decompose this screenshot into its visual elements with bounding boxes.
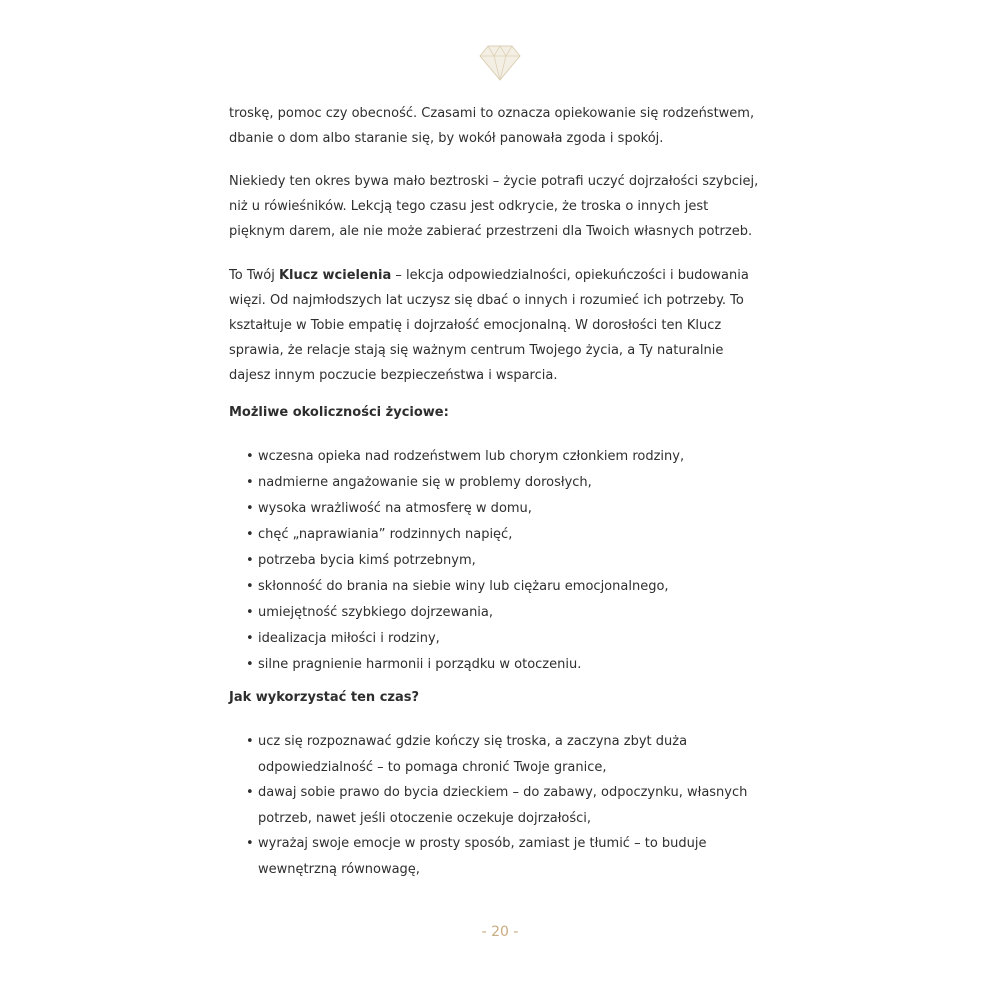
text-line: dajesz innym poczucie bezpieczeństwa i wsparcia. — [229, 368, 558, 383]
section-heading-1: Możliwe okoliczności życiowe: — [229, 405, 449, 420]
list-item — [246, 806, 747, 832]
list-item — [246, 444, 684, 470]
list-item-text: wewnętrzną równowagę, — [258, 861, 420, 877]
list-item — [246, 626, 684, 652]
list-item — [246, 755, 747, 781]
text-line: sprawia, że relacje stają się ważnym centrum Twojego życia, a Ty naturalnie — [229, 343, 724, 358]
bullet-icon: • — [246, 734, 254, 749]
diamond-icon — [478, 42, 522, 82]
list-item — [246, 470, 684, 496]
text-line — [229, 263, 749, 288]
list-item-text: nadmierne angażowanie się w problemy dorosłych, — [258, 475, 592, 490]
text-line: Niekiedy ten okres bywa mało beztroski – życie potrafi uczyć dojrzałości szybciej, — [229, 174, 759, 189]
bullet-icon: • — [246, 553, 254, 568]
list-item-text: dawaj sobie prawo do bycia dzieckiem – do zabawy, odpoczynku, własnych — [258, 785, 748, 800]
bullet-icon: • — [246, 579, 254, 594]
list-item-text: wysoka wrażliwość na atmosferę w domu, — [258, 501, 532, 516]
text-line: troskę, pomoc czy obecność. Czasami to oznacza opiekowanie się rodzeństwem, — [229, 106, 755, 121]
list-item — [246, 548, 684, 574]
text: To Twój — [229, 268, 279, 283]
list-item-text: wczesna opieka nad rodzeństwem lub chorym członkiem rodziny, — [258, 449, 685, 464]
list-item-text: idealizacja miłości i rodziny, — [258, 631, 440, 646]
list-item-text: potrzeb, nawet jeśli otoczenie oczekuje dojrzałości, — [258, 810, 592, 826]
bullet-icon: • — [246, 501, 254, 516]
list-item — [246, 574, 684, 600]
list-circumstances — [246, 444, 684, 678]
list-item — [246, 522, 684, 548]
list-item — [246, 857, 747, 883]
text-line: pięknym darem, ale nie może zabierać przestrzeni dla Twoich własnych potrzeb. — [229, 224, 753, 239]
list-item-text: wyrażaj swoje emocje w prosty sposób, zamiast je tłumić – to buduje — [258, 836, 707, 851]
list-item-text: ucz się rozpoznawać gdzie kończy się troska, a zaczyna zbyt duża — [258, 734, 688, 749]
list-item — [246, 652, 684, 678]
list-item-text: potrzeba bycia kimś potrzebnym, — [258, 553, 476, 568]
paragraph-3 — [229, 263, 749, 388]
list-item-text: chęć „naprawiania” rodzinnych napięć, — [258, 527, 513, 542]
paragraph-2 — [229, 169, 758, 244]
bullet-icon: • — [246, 475, 254, 490]
bullet-icon: • — [246, 785, 254, 800]
bullet-icon: • — [246, 631, 254, 646]
paragraph-1 — [229, 101, 754, 151]
text-line: kształtuje w Tobie empatię i dojrzałość emocjonalną. W dorosłości ten Klucz — [229, 318, 722, 333]
list-item — [246, 600, 684, 626]
list-item — [246, 831, 747, 857]
section-heading-2: Jak wykorzystać ten czas? — [229, 690, 420, 705]
bullet-icon: • — [246, 605, 254, 620]
list-item-text: silne pragnienie harmonii i porządku w otoczeniu. — [258, 657, 582, 672]
text-line: więzi. Od najmłodszych lat uczysz się dbać o innych i rozumieć ich potrzeby. To — [229, 293, 744, 308]
list-item-text: skłonność do brania na siebie winy lub ciężaru emocjonalnego, — [258, 579, 669, 594]
text-line: dbanie o dom albo staranie się, by wokół panowała zgoda i spokój. — [229, 131, 664, 146]
page-number: - 20 - — [481, 924, 519, 940]
list-item-text: umiejętność szybkiego dojrzewania, — [258, 605, 494, 620]
list-item — [246, 496, 684, 522]
text-line: niż u rówieśników. Lekcją tego czasu jest odkrycie, że troska o innych jest — [229, 199, 709, 214]
bullet-icon: • — [246, 449, 254, 464]
bullet-icon: • — [246, 657, 254, 672]
bullet-icon: • — [246, 527, 254, 542]
list-how-to-use — [246, 729, 747, 882]
list-item — [246, 729, 747, 755]
bullet-icon: • — [246, 836, 254, 851]
bold-term: Klucz wcielenia — [278, 268, 392, 283]
list-item — [246, 780, 747, 806]
list-item-text: odpowiedzialność – to pomaga chronić Twoje granice, — [258, 759, 607, 775]
text: – lekcja odpowiedzialności, opiekuńczości i budowania — [391, 268, 749, 283]
